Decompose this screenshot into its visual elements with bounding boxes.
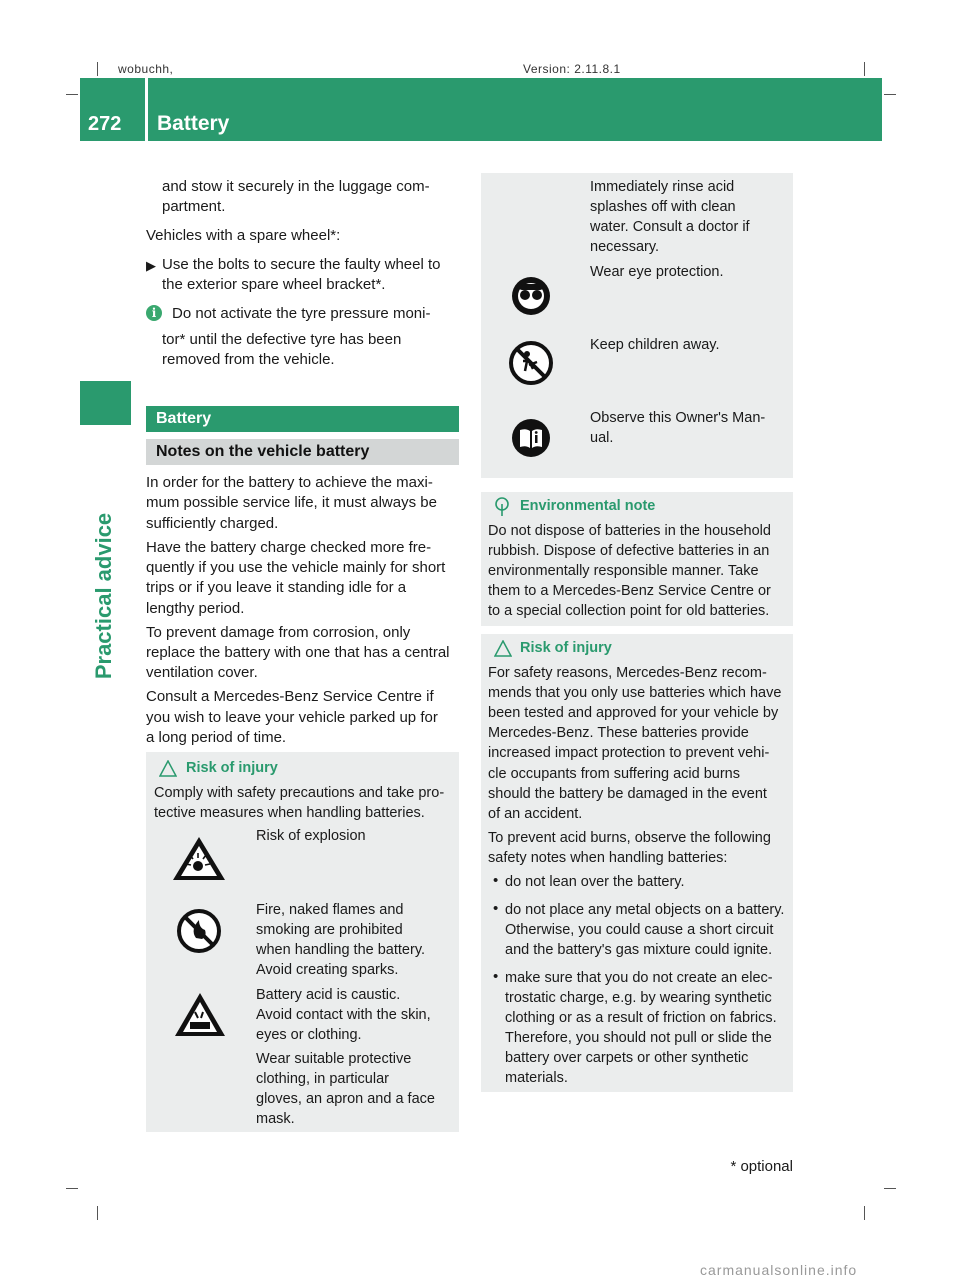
- wear-line: gloves, an apron and a face: [256, 1091, 435, 1107]
- paragraph-line: and stow it securely in the luggage com-: [162, 178, 430, 195]
- bullet-line: materials.: [505, 1070, 568, 1086]
- eye-protection-icon: [511, 276, 551, 316]
- rinse-line: Immediately rinse acid: [590, 179, 735, 195]
- warning-triangle-icon: [494, 640, 512, 657]
- bullet-dot: •: [493, 872, 499, 889]
- info-icon: i: [146, 305, 162, 321]
- warning-line: tective measures when handling batteries.: [154, 805, 425, 821]
- step-line: the exterior spare wheel bracket*.: [162, 276, 386, 293]
- crop-mark: [97, 62, 98, 76]
- bullet-line: and the battery's gas mixture could ignite.: [505, 942, 773, 958]
- rinse-line: necessary.: [590, 239, 660, 255]
- page-number: 272: [88, 113, 122, 135]
- explosion-warning-icon: [171, 834, 227, 882]
- bullet-line: Otherwise, you could cause a short circuit: [505, 922, 774, 938]
- body-line: ventilation cover.: [146, 664, 258, 681]
- bullet-line: do not place any metal objects on a battery.: [505, 902, 785, 918]
- paragraph-line: partment.: [162, 198, 226, 215]
- body-line: In order for the battery to achieve the maxi-: [146, 474, 433, 491]
- wear-line: clothing, in particular: [256, 1071, 389, 1087]
- env-line: to a special collection point for old batteries.: [488, 603, 770, 619]
- risk-line: safety notes when handling batteries:: [488, 850, 728, 866]
- fire-line: smoking are prohibited: [256, 922, 403, 938]
- env-line: rubbish. Dispose of defective batteries in an: [488, 543, 770, 559]
- environmental-note-icon: [494, 497, 510, 517]
- risk-line: For safety reasons, Mercedes-Benz recom-: [488, 665, 767, 681]
- body-line: mum possible service life, it must always be: [146, 494, 437, 511]
- body-line: Consult a Mercedes-Benz Service Centre if: [146, 688, 434, 705]
- risk-line: of an accident.: [488, 806, 583, 822]
- body-line: replace the battery with one that has a central: [146, 644, 450, 661]
- paragraph-line: Vehicles with a spare wheel*:: [146, 227, 341, 244]
- risk-line: cle occupants from suffering acid burns: [488, 766, 741, 782]
- info-line: tor* until the defective tyre has been: [162, 331, 402, 348]
- bullet-line: trostatic charge, e.g. by wearing synthetic: [505, 990, 772, 1006]
- keep-children-away-icon: [509, 341, 553, 385]
- risk-line: should the battery be damaged in the event: [488, 786, 767, 802]
- crop-mark: [864, 1206, 865, 1220]
- header-divider: [145, 78, 148, 141]
- bullet-dot: •: [493, 968, 499, 985]
- environmental-note-title: Environmental note: [520, 498, 656, 514]
- crop-mark: [884, 1188, 896, 1189]
- body-line: To prevent damage from corrosion, only: [146, 624, 411, 641]
- bullet-dot: •: [493, 900, 499, 917]
- warning-line: Comply with safety precautions and take pro-: [154, 785, 445, 801]
- print-meta-left: wobuchh,: [118, 62, 174, 76]
- manual-line: ual.: [590, 430, 614, 446]
- body-line: sufficiently charged.: [146, 515, 279, 532]
- body-line: you wish to leave your vehicle parked up for: [146, 709, 438, 726]
- crop-mark: [97, 1206, 98, 1220]
- body-line: quently if you use the vehicle mainly for short: [146, 559, 446, 576]
- acid-line: Battery acid is caustic.: [256, 987, 401, 1003]
- manual-line: Observe this Owner's Man-: [590, 410, 766, 426]
- acid-line: eyes or clothing.: [256, 1027, 362, 1043]
- info-line: removed from the vehicle.: [162, 351, 335, 368]
- wear-line: mask.: [256, 1111, 295, 1127]
- env-line: environmentally responsible manner. Take: [488, 563, 759, 579]
- bullet-line: make sure that you do not create an elec-: [505, 970, 773, 986]
- crop-mark: [864, 62, 865, 76]
- rinse-line: splashes off with clean: [590, 199, 736, 215]
- step-arrow-icon: ▶: [146, 258, 156, 273]
- risk-line: To prevent acid burns, observe the following: [488, 830, 771, 846]
- subsection-heading-text: Notes on the vehicle battery: [156, 443, 370, 460]
- bullet-line: clothing or as a result of friction on fabrics.: [505, 1010, 777, 1026]
- body-line: a long period of time.: [146, 729, 287, 746]
- body-line: lengthy period.: [146, 600, 245, 617]
- section-heading-text: Battery: [156, 410, 212, 427]
- explosion-text: Risk of explosion: [256, 828, 366, 844]
- owners-manual-icon: [511, 418, 551, 458]
- risk-line: mends that you only use batteries which have: [488, 685, 782, 701]
- crop-mark: [884, 94, 896, 95]
- fire-line: Fire, naked flames and: [256, 902, 404, 918]
- risk-title: Risk of injury: [520, 640, 612, 656]
- crop-mark: [66, 94, 78, 95]
- bullet-line: do not lean over the battery.: [505, 874, 685, 890]
- side-tab-label: Practical advice: [91, 512, 116, 680]
- risk-line: been tested and approved for your vehicle by: [488, 705, 779, 721]
- side-tab-marker: [80, 381, 131, 425]
- wear-line: Wear suitable protective: [256, 1051, 412, 1067]
- warning-title: Risk of injury: [186, 760, 278, 776]
- risk-line: increased impact protection to prevent vehi-: [488, 745, 770, 761]
- section-heading: [146, 406, 459, 432]
- fire-line: when handling the battery.: [256, 942, 426, 958]
- risk-line: Mercedes-Benz. These batteries provide: [488, 725, 749, 741]
- step-line: Use the bolts to secure the faulty wheel to: [162, 256, 441, 273]
- fire-line: Avoid creating sparks.: [256, 962, 399, 978]
- bullet-line: Therefore, you should not pull or slide the: [505, 1030, 772, 1046]
- corrosive-warning-icon: [173, 990, 227, 1038]
- page-title: Battery: [157, 112, 230, 135]
- acid-line: Avoid contact with the skin,: [256, 1007, 431, 1023]
- optional-footnote: * optional: [730, 1158, 793, 1175]
- watermark: carmanualsonline.info: [700, 1262, 858, 1278]
- env-line: Do not dispose of batteries in the household: [488, 523, 771, 539]
- eye-text: Wear eye protection.: [590, 264, 724, 280]
- rinse-line: water. Consult a doctor if: [590, 219, 750, 235]
- body-line: trips or if you leave it standing idle for a: [146, 579, 407, 596]
- crop-mark: [66, 1188, 78, 1189]
- print-meta-right: Version: 2.11.8.1: [523, 62, 621, 76]
- warning-triangle-icon: [159, 760, 177, 777]
- bullet-line: battery over carpets or other synthetic: [505, 1050, 749, 1066]
- no-open-flame-icon: [176, 908, 222, 954]
- info-line: Do not activate the tyre pressure moni-: [172, 305, 431, 322]
- env-line: them to a Mercedes-Benz Service Centre or: [488, 583, 771, 599]
- children-text: Keep children away.: [590, 337, 720, 353]
- body-line: Have the battery charge checked more fre-: [146, 539, 432, 556]
- subsection-heading: [146, 439, 459, 465]
